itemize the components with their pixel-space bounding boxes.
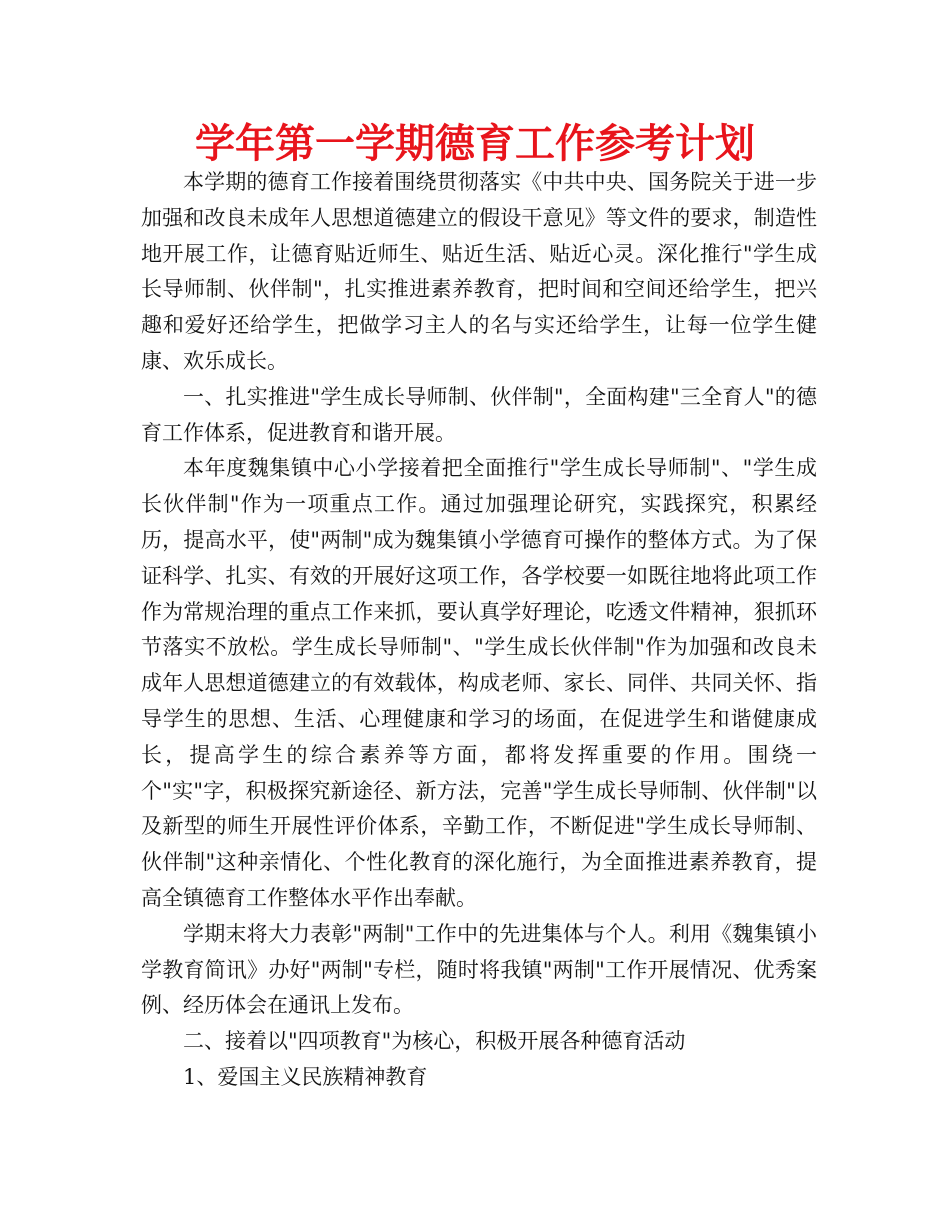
paragraph-intro: 本学期的德育工作接着围绕贯彻落实《中共中央、国务院关于进一步加强和改良未成年人思想道德建立的假设干意见》等文件的要求，制造性地开展工作，让德育贴近师生、贴近生活、贴近心灵。深化推行"学生成长导师制、伙伴制"，扎实推进素养教育，把时间和空间还给学生，把兴趣和爱好还给学生，把做学习主人的名与实还给学生，让每一位学生健康、欢乐成长。 [141,170,817,373]
paragraph-two-systems: 本年度魏集镇中心小学接着把全面推行"学生成长导师制"、"学生成长伙伴制"作为一项重点工作。通过加强理论研究，实践探究，积累经历，提高水平，使"两制"成为魏集镇小学德育可操作的整体方式。为了保证科学、扎实、有效的开展好这项工作，各学校要一如既往地将此项工作作为常规治理的重点工作来抓，要认真学好理论，吃透文件精神，狠抓环节落实不放松。学生成长导师制"、"学生成长伙伴制"作为加强和改良未成年人思想道德建立的有效载体，构成老师、家长、同伴、共同关怀、指导学生的思想、生活、心理健康和学习的场面，在促进学生和谐健康成长，提高学生的综合素养等方面，都将发挥重要的作用。围绕一个"实"字，积极探究新途径、新方法，完善"学生成长导师制、伙伴制"以及新型的师生开展性评价体系，辛勤工作，不断促进"学生成长导师制、伙伴制"这种亲情化、个性化教育的深化施行，为全面推进素养教育，提高全镇德育工作整体水平作出奉献。 [141,456,817,910]
subsection-heading-1: 1、爱国主义民族精神教育 [183,1064,428,1089]
section-heading-1: 一、扎实推进"学生成长导师制、伙伴制"，全面构建"三全育人"的德育工作体系，促进教育和谐开展。 [141,384,817,445]
document-title: 学年第一学期德育工作参考计划 [195,121,755,167]
paragraph-commendation: 学期末将大力表彰"两制"工作中的先进集体与个人。利用《魏集镇小学教育简讯》办好"两制"专栏，随时将我镇"两制"工作开展情况、优秀案例、经历体会在通讯上发布。 [141,921,817,1018]
document-body [141,165,817,1096]
section-heading-2: 二、接着以"四项教育"为核心，积极开展各种德育活动 [183,1029,686,1054]
